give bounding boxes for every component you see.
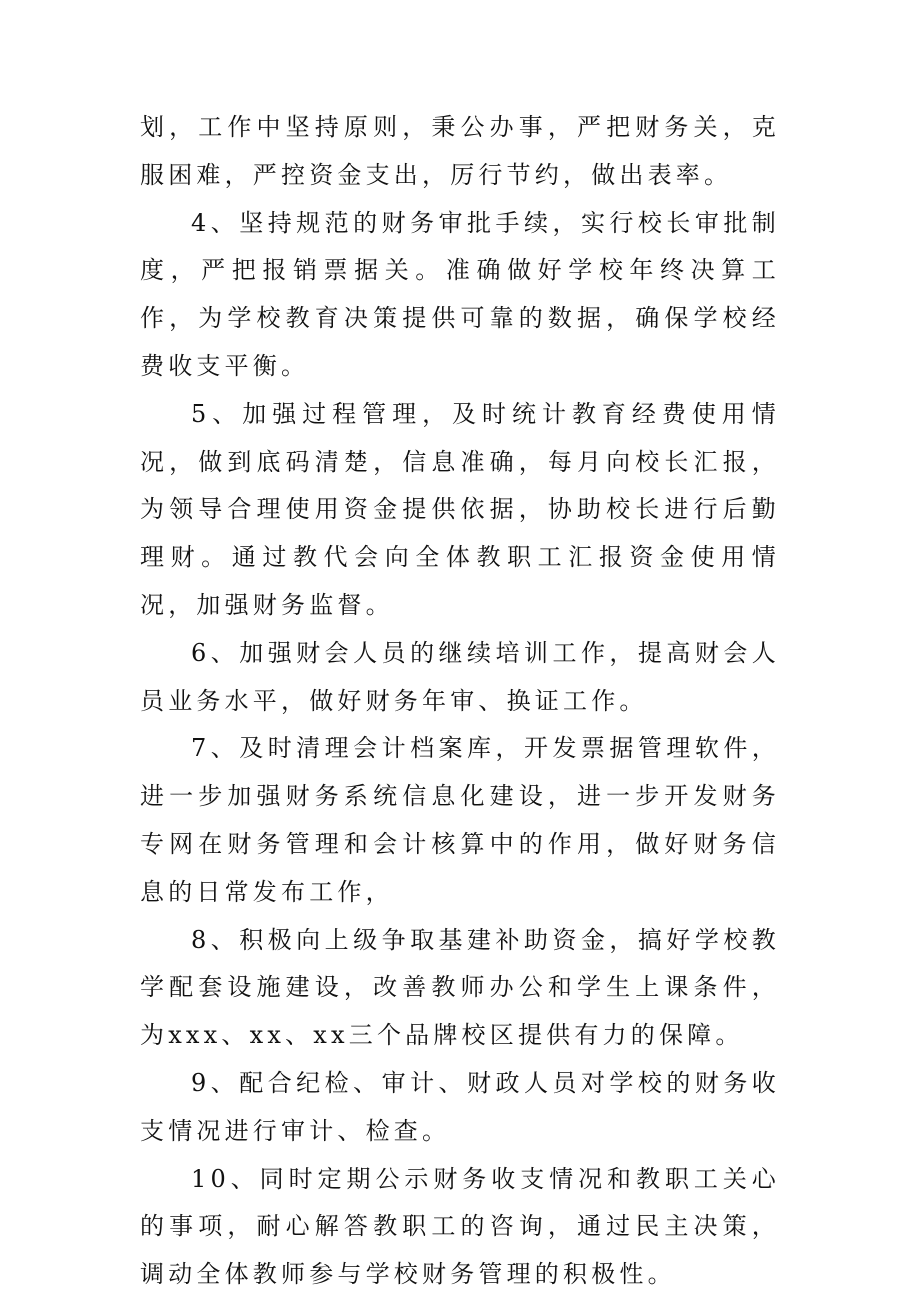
paragraph-continuation: 划，工作中坚持原则，秉公办事，严把财务关，克服困难，严控资金支出，厉行节约，做出表率。 xyxy=(140,113,780,189)
document-body xyxy=(140,104,780,1299)
paragraph-item-4: 4、坚持规范的财务审批手续，实行校长审批制度，严把报销票据关。准确做好学校年终决算工作，为学校教育决策提供可靠的数据，确保学校经费收支平衡。 xyxy=(140,208,780,380)
paragraph-item-9: 9、配合纪检、审计、财政人员对学校的财务收支情况进行审计、检查。 xyxy=(140,1068,780,1145)
paragraph-item-10: 10、同时定期公示财务收支情况和教职工关心的事项，耐心解答教职工的咨询，通过民主决策，调动全体教师参与学校财务管理的积极性。 xyxy=(140,1164,780,1289)
paragraph-item-8: 8、积极向上级争取基建补助资金，搞好学校教学配套设施建设，改善教师办公和学生上课条件，为xxx、xx、xx三个品牌校区提供有力的保障。 xyxy=(140,925,780,1050)
paragraph-item-6: 6、加强财会人员的继续培训工作，提高财会人员业务水平，做好财务年审、换证工作。 xyxy=(140,638,780,715)
paragraph-item-7: 7、及时清理会计档案库，开发票据管理软件，进一步加强财务系统信息化建设，进一步开发财务专网在财务管理和会计核算中的作用，做好财务信息的日常发布工作， xyxy=(140,734,780,906)
paragraph-item-5: 5、加强过程管理，及时统计教育经费使用情况，做到底码清楚，信息准确，每月向校长汇报，为领导合理使用资金提供依据，协助校长进行后勤理财。通过教代会向全体教职工汇报资金使用情况，加强财务监督。 xyxy=(140,399,780,619)
